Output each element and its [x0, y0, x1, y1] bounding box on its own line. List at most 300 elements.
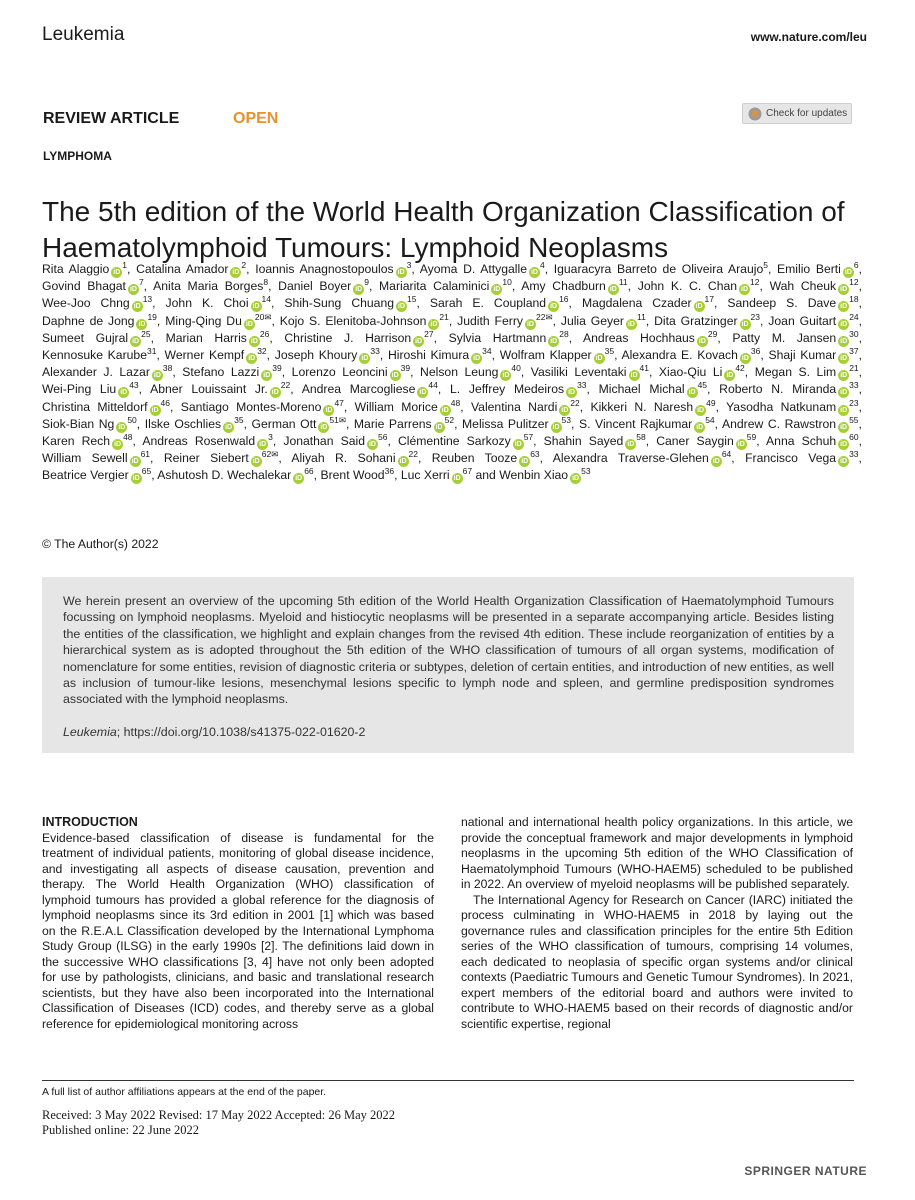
orcid-icon[interactable]: iD: [398, 303, 406, 311]
orcid-icon[interactable]: iD: [252, 303, 260, 311]
author-entry[interactable]: [164, 451, 279, 465]
author-entry[interactable]: [401, 468, 472, 482]
orcid-icon[interactable]: iD: [259, 441, 267, 449]
author-entry[interactable]: [553, 451, 732, 465]
author-name[interactable]: Sumeet Gujral: [42, 330, 129, 345]
author-name[interactable]: Luc Xerri: [400, 468, 450, 483]
author-list: Rita Alaggio iD$^1$, Catalina Amador iD$^2$, Ioannis Anagnostopoulos iD$^3$, Ayoma D. Attygalle iD$^4$, Iguaracyra Barreto de Oliveira Araujo$^5$, Emilio Berti iD$^6$, Govind Bhagat iD$^7$, Anita Maria Borges$^8$, Daniel Boyer iD$^9$, Mariarita Calaminici iD$^{10}$, Amy Chadburn iD$^{11}$, John K. C. Chan iD$^{12}$, Wah Cheuk iD$^{12}$, Wee-Joo Chng iD$^{13}$, John K. Choi iD$^{14}$, Shih-Sung Chuang iD$^{15}$, Sarah E. Coupland iD$^{16}$, Magdalena Czader iD$^{17}$, Sandeep S. Dave iD$^{18}$, Daphne de Jong iD$^{19}$, Ming-Qing Du iD$^{20✉}$, Kojo S. Elenitoba-Johnson iD$^{21}$, Judith Ferry iD$^{22✉}$, Julia Geyer iD$^{11}$, Dita Gratzinger iD$^{23}$, Joan Guitart iD$^{24}$, Sumeet Gujral iD$^{25}$, Marian Harris iD$^{26}$, Christine J. Harrison iD$^{27}$, Sylvia Hartmann iD$^{28}$, Andreas Hochhaus iD$^{29}$, Patty M. Jansen iD$^{30}$, Kennosuke Karube$^{31}$, Werner Kempf iD$^{32}$, Joseph Khoury iD$^{33}$, Hiroshi Kimura iD$^{34}$, Wolfram Klapper iD$^{35}$, Alexandra E. Kovach iD$^{36}$, Shaji Kumar iD$^{37}$, Alexander J. Lazar iD$^{38}$, Stefano Lazzi iD$^{39}$, Lorenzo Leoncini iD$^{39}$, Nelson Leung iD$^{40}$, Vasiliki Leventaki iD$^{41}$, Xiao-Qiu Li iD$^{42}$, Megan S. Lim iD$^{21}$, Wei-Ping Liu iD$^{43}$, Abner Louissaint Jr. iD$^{22}$, Andrea Marcogliese iD$^{44}$, L. Jeffrey Medeiros iD$^{33}$, Michael Michal iD$^{45}$, Roberto N. Miranda iD$^{33}$, Christina Mitteldorf iD$^{46}$, Santiago Montes-Moreno iD$^{47}$, William Morice iD$^{48}$, Valentina Nardi iD$^{22}$, Kikkeri N. Naresh iD$^{49}$, Yasodha Natkunam iD$^{23}$, Siok-Bian Ng iD$^{50}$, Ilske Oschlies iD$^{35}$, German Ott iD$^{51✉}$, Marie Parrens iD$^{52}$, Melissa Pulitzer iD$^{53}$, S. Vincent Rajkumar iD$^{54}$, Andrew C. Rawstron iD$^{55}$, Karen Rech iD$^{48}$, Andreas Rosenwald iD$^3$, Jonathan Said iD$^{56}$, Clémentine Sarkozy iD$^{57}$, Shahin Sayed iD$^{58}$, Caner Saygin iD$^{59}$, Anna Schuh iD$^{60}$, William Sewell iD$^{61}$, Reiner Siebert iD$^{62✉}$, Aliyah R. Sohani iD$^{22}$, Reuben Tooze iD$^{63}$, Alexandra Traverse-Glehen iD$^{64}$, Francisco Vega iD$^{33}$, Beatrice Vergier iD$^{65}$, Ashutosh D. Wechalekar iD$^{66}$, Brent Wood$^{36}$, Luc Xerri iD$^{67}$ and Wenbin Xiao iD$^{53}$: [42, 259, 863, 483]
author-entry[interactable]: [768, 345, 859, 363]
author-name[interactable]: Abner Louissaint Jr.: [150, 382, 268, 397]
author-entry[interactable]: [42, 382, 139, 396]
author-entry[interactable]: [255, 259, 412, 276]
orcid-icon[interactable]: iD: [698, 337, 706, 345]
author-entry[interactable]: [448, 328, 569, 345]
orcid-icon[interactable]: iD: [514, 441, 522, 449]
author-name[interactable]: William Morice: [354, 399, 438, 414]
author-entry[interactable]: [164, 345, 267, 363]
author-entry[interactable]: [590, 397, 716, 414]
orcid-icon[interactable]: iD: [550, 337, 558, 345]
abstract-text: We herein present an overview of the upcoming 5th edition of the World Health Organization Classification of Haematolymphoid Tumours focussing on lymphoid neoplasms. Myeloid and histiocytic neoplasms will be presented in a separate accompanying article. Besides listing the entities of the classification, we highlight and explain changes from the revised 4th edition. These include reorganization of entities by a hierarchical system as is adopted throughout the 5th edition of the WHO classification of tumours of all organ systems, modification of nomenclature for some entities, revision of diagnostic criteria or subtypes, deletion of certain entities, and introduction of new entities, as well as inclusion of tumour-like lesions, mesenchymal lesions specific to lymph node and spleen, and germline predisposition syndromes associated with the lymphoid neoplasms.: [63, 594, 834, 707]
author-entry[interactable]: [726, 397, 859, 414]
orcid-icon[interactable]: iD: [355, 286, 363, 294]
affiliation-number: 31: [146, 345, 157, 356]
author-name[interactable]: Kennosuke Karube: [42, 348, 147, 363]
author-name[interactable]: Jonathan Said: [283, 434, 365, 449]
author-name[interactable]: Andrew C. Rawstron: [721, 416, 837, 431]
intro-paragraph-1: Evidence-based classification of disease is fundamental for the treatment of individual patients, monitoring of global disease incidence, and investigating all aspects of disease causation, prevention and therapy. The World Health Organization (WHO) classification of lymphoid tumours has provided a global reference for the diagnosis of lymphoid neoplasms since its 3rd edition in 2001 [1] which was based on the R.E.A.L Classification developed by the International Lymphoma Study Group (ILSG) in the early 1990s [2]. The definitions laid down in the successive WHO classifications [3, 4] have not only been adopted for use by pathologists, clinicians, and basic and translational research scientists, but they have also been incorporated into the International Classification of Diseases (ICD) codes, and thereby serve as a global reference for epidemiological monitoring across: [42, 830, 434, 1031]
author-entry[interactable]: [430, 296, 569, 310]
affiliation-number: 33: [849, 380, 859, 391]
author-entry[interactable]: [531, 365, 649, 379]
affiliation-number: 46: [160, 397, 170, 408]
author-entry[interactable]: [755, 365, 859, 379]
affiliation-number: 64: [721, 449, 732, 460]
author-name[interactable]: Daphne de Jong: [42, 313, 135, 328]
affiliation-number: 6: [853, 259, 859, 270]
orcid-icon[interactable]: iD: [726, 372, 734, 380]
author-name[interactable]: Megan S. Lim: [754, 365, 837, 380]
author-name[interactable]: Emilio Berti: [777, 262, 841, 276]
article-type: REVIEW ARTICLE: [43, 110, 180, 127]
author-entry[interactable]: [284, 296, 416, 310]
author-entry[interactable]: [553, 259, 768, 276]
orcid-icon[interactable]: iD: [295, 475, 303, 483]
affiliation-number: 23: [750, 311, 761, 322]
author-name[interactable]: Ming-Qing Du: [165, 313, 242, 328]
author-entry[interactable]: [379, 279, 512, 293]
orcid-icon[interactable]: iD: [844, 269, 852, 276]
orcid-icon[interactable]: iD: [325, 406, 333, 414]
publisher-logo: SPRINGER NATURE: [744, 1164, 867, 1178]
affiliation-number: 58: [636, 431, 646, 442]
affiliation-number: 61: [140, 449, 151, 460]
author-name[interactable]: John K. Choi: [165, 296, 249, 311]
author-name[interactable]: Stefano Lazzi: [182, 365, 260, 380]
author-entry[interactable]: [745, 451, 858, 465]
author-entry[interactable]: [599, 382, 707, 396]
author-name[interactable]: Catalina Amador: [136, 262, 229, 276]
orcid-icon[interactable]: iD: [435, 423, 443, 431]
orcid-icon[interactable]: iD: [133, 303, 141, 311]
orcid-icon[interactable]: iD: [561, 406, 569, 414]
orcid-icon[interactable]: iD: [630, 372, 638, 380]
affiliation-number: 32: [257, 345, 267, 356]
author-name[interactable]: Melissa Pulitzer: [462, 416, 549, 431]
author-name[interactable]: Amy Chadburn: [521, 279, 606, 294]
affiliation-number: 66: [304, 466, 314, 477]
affiliation-number: 3: [268, 431, 273, 442]
orcid-icon[interactable]: iD: [493, 286, 501, 294]
doi-link[interactable]: ; https://doi.org/10.1038/s41375-022-01620-2: [116, 724, 366, 739]
author-entry[interactable]: [621, 345, 761, 363]
author-name[interactable]: Patty M. Jansen: [732, 330, 837, 345]
author-name[interactable]: Ashutosh D. Wechalekar: [157, 468, 292, 483]
author-entry[interactable]: [654, 311, 761, 328]
author-name[interactable]: Christina Mitteldorf: [42, 399, 148, 414]
author-entry[interactable]: [659, 365, 745, 379]
author-entry[interactable]: [543, 431, 646, 449]
orcid-icon[interactable]: iD: [695, 303, 703, 311]
author-entry[interactable]: [42, 431, 133, 449]
author-entry[interactable]: [521, 279, 627, 293]
author-name[interactable]: L. Jeffrey Medeiros: [450, 382, 565, 397]
author-entry[interactable]: [136, 259, 247, 276]
orcid-icon[interactable]: iD: [737, 441, 745, 449]
author-entry[interactable]: [578, 414, 715, 431]
author-name[interactable]: Anita Maria Borges: [153, 279, 264, 294]
orcid-icon[interactable]: iD: [132, 337, 140, 345]
orcid-icon[interactable]: iD: [453, 475, 461, 483]
orcid-icon[interactable]: iD: [595, 355, 603, 363]
author-name[interactable]: Nelson Leung: [420, 365, 499, 380]
author-name[interactable]: Govind Bhagat: [42, 279, 126, 294]
author-name[interactable]: Rita Alaggio: [42, 262, 110, 276]
author-entry[interactable]: [42, 365, 172, 379]
author-name[interactable]: Kojo S. Elenitoba-Johnson: [279, 313, 427, 328]
author-name[interactable]: Joseph Khoury: [274, 348, 358, 363]
orcid-icon[interactable]: iD: [225, 423, 233, 431]
copyright: © The Author(s) 2022: [42, 537, 159, 551]
author-name[interactable]: Hiroshi Kimura: [387, 348, 470, 363]
orcid-icon[interactable]: iD: [502, 372, 510, 380]
orcid-icon[interactable]: iD: [572, 475, 580, 483]
section-label: LYMPHOMA: [43, 149, 112, 163]
author-name[interactable]: Santiago Montes-Moreno: [180, 399, 322, 414]
author-name[interactable]: Marian Harris: [165, 330, 247, 345]
affiliation-number: 33: [849, 449, 859, 460]
affiliation-number: 44: [428, 380, 438, 391]
author-entry[interactable]: [182, 365, 281, 379]
author-entry[interactable]: [42, 311, 157, 328]
author-entry[interactable]: [166, 296, 271, 310]
author-name[interactable]: Sylvia Hartmann: [448, 330, 547, 345]
author-name[interactable]: Sandeep S. Dave: [727, 296, 837, 311]
author-name[interactable]: Ayoma D. Attygalle: [419, 262, 527, 276]
orcid-icon[interactable]: iD: [415, 337, 423, 345]
orcid-icon[interactable]: iD: [320, 423, 328, 431]
author-entry[interactable]: [302, 382, 438, 396]
author-entry[interactable]: [462, 414, 572, 431]
author-entry[interactable]: [150, 382, 290, 396]
author-entry[interactable]: [656, 431, 757, 449]
author-entry[interactable]: [727, 296, 858, 310]
orcid-icon[interactable]: iD: [430, 320, 438, 328]
orcid-icon[interactable]: iD: [568, 389, 576, 397]
orcid-icon[interactable]: iD: [399, 458, 407, 466]
check-for-updates-label: Check for updates: [766, 108, 848, 119]
orcid-icon[interactable]: iD: [712, 458, 720, 466]
author-entry[interactable]: [42, 468, 151, 482]
author-name[interactable]: German Ott: [251, 416, 317, 431]
published-date: Published online: 22 June 2022: [42, 1123, 199, 1137]
author-entry[interactable]: [284, 328, 434, 345]
affiliation-number: 21: [439, 311, 449, 322]
author-name[interactable]: Kikkeri N. Naresh: [590, 399, 694, 414]
affiliation-number: 43: [129, 380, 139, 391]
orcid-icon[interactable]: iD: [113, 269, 121, 276]
author-name[interactable]: Beatrice Vergier: [42, 468, 129, 483]
author-name[interactable]: Wenbin Xiao: [499, 468, 569, 483]
author-entry[interactable]: [432, 451, 540, 465]
author-name[interactable]: Roberto N. Miranda: [719, 382, 837, 397]
author-name[interactable]: Reuben Tooze: [431, 451, 518, 466]
orcid-icon[interactable]: iD: [741, 286, 749, 294]
affiliation-number: 63: [530, 449, 540, 460]
author-entry[interactable]: [354, 397, 461, 414]
author-entry[interactable]: [719, 382, 858, 396]
author-entry[interactable]: [42, 345, 157, 363]
orcid-icon[interactable]: iD: [526, 320, 534, 328]
author-name[interactable]: Ilske Oschlies: [144, 416, 222, 431]
author-name[interactable]: Vasiliki Leventaki: [530, 365, 627, 380]
affiliation-number: 15: [407, 294, 417, 305]
affiliation-number: 17: [704, 294, 714, 305]
orcid-icon[interactable]: iD: [530, 269, 538, 276]
author-entry[interactable]: [470, 397, 580, 414]
author-entry[interactable]: [420, 365, 521, 379]
author-name[interactable]: Joan Guitart: [768, 313, 837, 328]
orcid-icon[interactable]: iD: [840, 372, 848, 380]
orcid-icon[interactable]: iD: [840, 441, 848, 449]
doi-line: [63, 724, 834, 740]
author-name[interactable]: Valentina Nardi: [470, 399, 558, 414]
author-entry[interactable]: [180, 397, 344, 414]
author-entry[interactable]: [157, 468, 313, 482]
author-entry[interactable]: [387, 345, 492, 363]
author-name[interactable]: S. Vincent Rajkumar: [578, 416, 693, 431]
orcid-icon[interactable]: iD: [361, 355, 369, 363]
author-entry[interactable]: [777, 259, 859, 276]
affiliation-number: 9: [364, 277, 369, 288]
orcid-icon[interactable]: iD: [741, 355, 749, 363]
orcid-icon[interactable]: iD: [120, 389, 128, 397]
orcid-icon[interactable]: iD: [840, 303, 848, 311]
affiliation-number: 20✉: [254, 311, 272, 322]
orcid-icon[interactable]: iD: [552, 423, 560, 431]
orcid-icon[interactable]: iD: [688, 389, 696, 397]
orcid-icon[interactable]: iD: [441, 406, 449, 414]
affiliation-number: 38: [162, 363, 173, 374]
author-entry[interactable]: [42, 414, 137, 431]
author-entry[interactable]: [450, 382, 587, 396]
author-entry[interactable]: [165, 311, 272, 328]
author-entry[interactable]: [582, 296, 714, 310]
affiliation-number: 14: [261, 294, 272, 305]
author-name[interactable]: Shahin Sayed: [543, 434, 624, 449]
author-entry[interactable]: [292, 365, 410, 379]
affiliation-number: 65: [141, 466, 152, 477]
orcid-icon[interactable]: iD: [550, 303, 558, 311]
author-entry[interactable]: [144, 414, 244, 431]
check-for-updates-button[interactable]: [742, 103, 852, 124]
author-name[interactable]: Siok-Bian Ng: [42, 416, 115, 431]
author-name[interactable]: Wolfram Klapper: [499, 348, 592, 363]
author-name[interactable]: Aliyah R. Sohani: [291, 451, 396, 466]
author-entry[interactable]: [165, 328, 270, 345]
journal-url[interactable]: www.nature.com/leu: [750, 30, 867, 44]
author-entry[interactable]: [560, 311, 646, 328]
affiliation-number: 52: [444, 414, 455, 425]
orcid-icon[interactable]: iD: [263, 372, 271, 380]
author-name[interactable]: Xiao-Qiu Li: [658, 365, 723, 380]
author-name[interactable]: Brent Wood: [320, 468, 385, 483]
author-name[interactable]: Mariarita Calaminici: [379, 279, 490, 294]
author-entry[interactable]: [732, 328, 859, 345]
author-entry[interactable]: [283, 431, 388, 449]
right-column: [461, 815, 853, 1032]
affiliation-number: 12: [849, 277, 859, 288]
author-name[interactable]: Lorenzo Leoncini: [291, 365, 388, 380]
affiliation-number: 24: [849, 311, 859, 322]
author-entry[interactable]: [768, 311, 859, 328]
affiliation-number: 37: [849, 345, 859, 356]
author-name[interactable]: Shih-Sung Chuang: [284, 296, 395, 311]
orcid-icon[interactable]: iD: [153, 372, 161, 380]
author-name[interactable]: Andrea Marcogliese: [301, 382, 416, 397]
intro-paragraph-2: The International Agency for Research on Cancer (IARC) initiated the process culminating in WHO-HAEM5 in 2018 by laying out the governance rules and classification principles for the entire 5th Edition series of the WHO classification of tumours, comprising 14 volumes, each dedicated to neoplasia of specific organ systems and/or clinical contexts (Paediatric Tumours and Genetic Tumour Syndromes). In 2021, expert members of the editorial board and authors were invited to contribute to WHO-HAEM5 based on their records of diagnostic and/or scientific expertise, regional: [461, 892, 853, 1031]
author-entry[interactable]: [721, 414, 859, 431]
author-entry[interactable]: [320, 468, 394, 482]
author-name[interactable]: Magdalena Czader: [581, 296, 692, 311]
author-entry[interactable]: [766, 431, 859, 449]
orcid-icon[interactable]: iD: [840, 355, 848, 363]
orcid-icon[interactable]: iD: [473, 355, 481, 363]
affiliation-number: 45: [697, 380, 708, 391]
orcid-icon[interactable]: iD: [627, 441, 635, 449]
author-name[interactable]: Judith Ferry: [457, 313, 523, 328]
author-entry[interactable]: [153, 279, 268, 293]
orcid-icon[interactable]: iD: [840, 320, 848, 328]
author-entry[interactable]: [42, 397, 170, 414]
orcid-icon[interactable]: iD: [697, 406, 705, 414]
affiliation-number: 12: [750, 277, 760, 288]
affiliation-number: 23: [849, 397, 859, 408]
orcid-icon[interactable]: iD: [840, 423, 848, 431]
author-entry[interactable]: [274, 345, 380, 363]
author-name[interactable]: William Sewell: [42, 451, 128, 466]
author-entry[interactable]: [42, 328, 151, 345]
author-name[interactable]: Andreas Rosenwald: [142, 434, 256, 449]
author-name[interactable]: Karen Rech: [42, 434, 111, 449]
orcid-icon[interactable]: iD: [840, 458, 848, 466]
author-name[interactable]: Wee-Joo Chng: [42, 296, 130, 311]
author-name[interactable]: Anna Schuh: [766, 434, 837, 449]
journal-name: Leukemia: [42, 24, 125, 45]
orcid-icon[interactable]: iD: [114, 441, 122, 449]
author-name[interactable]: Caner Saygin: [656, 434, 734, 449]
orcid-icon[interactable]: iD: [118, 423, 126, 431]
affiliation-number: 50: [127, 414, 137, 425]
author-name[interactable]: Shaji Kumar: [768, 348, 837, 363]
author-name[interactable]: John K. C. Chan: [637, 279, 738, 294]
orcid-icon[interactable]: iD: [840, 389, 848, 397]
orcid-icon[interactable]: iD: [840, 286, 848, 294]
affiliation-number: 42: [735, 363, 745, 374]
orcid-icon[interactable]: iD: [419, 389, 427, 397]
author-entry[interactable]: [291, 451, 418, 465]
author-name[interactable]: Wei-Ping Liu: [42, 382, 117, 397]
author-entry[interactable]: [42, 279, 144, 293]
author-name[interactable]: Daniel Boyer: [278, 279, 352, 294]
author-name[interactable]: Marie Parrens: [353, 416, 432, 431]
orcid-icon[interactable]: iD: [138, 320, 146, 328]
author-entry[interactable]: [770, 279, 859, 293]
orcid-icon[interactable]: iD: [391, 372, 399, 380]
author-entry[interactable]: [583, 328, 718, 345]
author-name[interactable]: Dita Gratzinger: [654, 313, 738, 328]
affiliation-number: 28: [559, 328, 569, 339]
affiliation-number: 7: [138, 277, 144, 288]
orcid-icon[interactable]: iD: [250, 337, 258, 345]
author-name[interactable]: Reiner Siebert: [163, 451, 249, 466]
author-entry[interactable]: [499, 468, 590, 482]
author-name[interactable]: Clémentine Sarkozy: [397, 434, 511, 449]
author-entry[interactable]: [42, 451, 150, 465]
orcid-icon[interactable]: iD: [232, 269, 240, 276]
author-entry[interactable]: [279, 311, 449, 328]
author-name[interactable]: Michael Michal: [598, 382, 685, 397]
orcid-icon[interactable]: iD: [129, 286, 137, 294]
author-entry[interactable]: [457, 311, 553, 328]
orcid-icon[interactable]: iD: [131, 458, 139, 466]
author-name[interactable]: Alexandra E. Kovach: [621, 348, 738, 363]
author-name[interactable]: Werner Kempf: [164, 348, 245, 363]
author-name[interactable]: Sarah E. Coupland: [429, 296, 547, 311]
author-name[interactable]: Iguaracyra Barreto de Oliveira Araujo: [553, 262, 764, 276]
orcid-icon[interactable]: iD: [840, 337, 848, 345]
orcid-icon[interactable]: iD: [245, 320, 253, 328]
author-name[interactable]: Wah Cheuk: [769, 279, 837, 294]
orcid-icon[interactable]: iD: [132, 475, 140, 483]
author-entry[interactable]: [142, 431, 273, 449]
author-name[interactable]: Alexander J. Lazar: [42, 365, 150, 380]
affiliation-number: 36: [750, 345, 761, 356]
orcid-icon[interactable]: iD: [521, 458, 529, 466]
author-entry[interactable]: [499, 345, 615, 363]
author-name[interactable]: Alexandra Traverse-Glehen: [552, 451, 709, 466]
author-entry[interactable]: [42, 259, 128, 276]
orcid-icon[interactable]: iD: [397, 269, 405, 276]
author-entry[interactable]: [353, 414, 455, 431]
author-entry[interactable]: [419, 259, 545, 276]
orcid-icon[interactable]: iD: [696, 423, 704, 431]
affiliation-number: 22: [570, 397, 580, 408]
orcid-icon[interactable]: iD: [741, 320, 749, 328]
orcid-icon[interactable]: iD: [252, 458, 260, 466]
author-name[interactable]: Ioannis Anagnostopoulos: [255, 262, 394, 276]
orcid-icon[interactable]: iD: [248, 355, 256, 363]
received-dates: Received: 3 May 2022 Revised: 17 May 2022 Accepted: 26 May 2022: [42, 1108, 396, 1122]
author-name[interactable]: Yasodha Natkunam: [726, 399, 837, 414]
orcid-icon[interactable]: iD: [627, 320, 635, 328]
author-name[interactable]: Julia Geyer: [560, 313, 624, 328]
author-name[interactable]: Francisco Vega: [745, 451, 837, 466]
affiliation-number: 39: [400, 363, 411, 374]
author-entry[interactable]: [397, 431, 534, 449]
author-entry[interactable]: [42, 296, 152, 310]
author-entry[interactable]: [251, 414, 346, 431]
author-entry[interactable]: [278, 279, 369, 293]
orcid-icon[interactable]: iD: [368, 441, 376, 449]
orcid-icon[interactable]: iD: [271, 389, 279, 397]
orcid-icon[interactable]: iD: [840, 406, 848, 414]
orcid-icon[interactable]: iD: [151, 406, 159, 414]
author-entry[interactable]: [638, 279, 760, 293]
author-name[interactable]: Andreas Hochhaus: [583, 330, 695, 345]
affiliation-number: 34: [482, 345, 492, 356]
orcid-icon[interactable]: iD: [609, 286, 617, 294]
author-name[interactable]: Christine J. Harrison: [284, 330, 412, 345]
